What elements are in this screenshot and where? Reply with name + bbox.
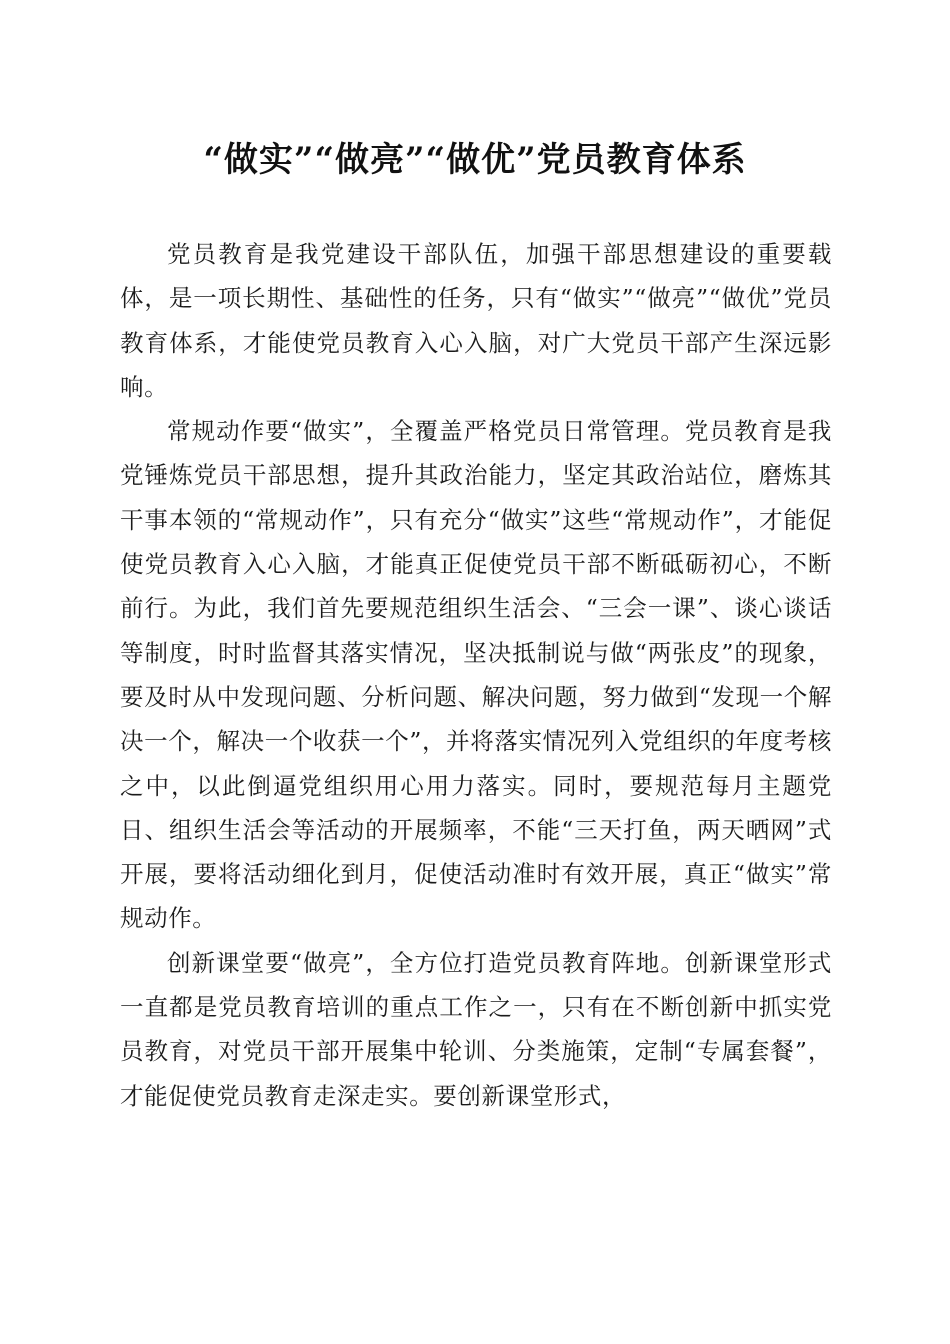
paragraph-routine-actions: 常规动作要“做实”，全覆盖严格党员日常管理。党员教育是我党锤炼党员干部思想，提升其政治能力，坚定其政治站位，磨炼其干事本领的“常规动作”，只有充分“做实”这些“常规动作”，才能促使党员教育入心入脑，才能真正促使党员干部不断砥砺初心，不断前行。为此，我们首先要规范组织生活会、“三会一课”、谈心谈话等制度，时时监督其落实情况，坚决抵制说与做“两张皮”的现象，要及时从中发现问题、分析问题、解决问题，努力做到“发现一个解决一个，解决一个收获一个”，并将落实情况列入党组织的年度考核之中，以此倒逼党组织用心用力落实。同时，要规范每月主题党日、组织生活会等活动的开展频率，不能“三天打鱼，两天晒网”式开展，要将活动细化到月，促使活动准时有效开展，真正“做实”常规动作。	[120, 417, 832, 933]
document-body	[120, 232, 832, 1118]
paragraph-innovative-classroom: 创新课堂要“做亮”，全方位打造党员教育阵地。创新课堂形式一直都是党员教育培训的重点工作之一，只有在不断创新中抓实党员教育，对党员干部开展集中轮训、分类施策，定制“专属套餐”，才能促使党员教育走深走实。要创新课堂形式，	[120, 948, 832, 1110]
document-title: “做实”“做亮”“做优”党员教育体系	[203, 140, 747, 180]
paragraph-intro: 党员教育是我党建设干部队伍，加强干部思想建设的重要载体，是一项长期性、基础性的任务，只有“做实”“做亮”“做优”党员教育体系，才能使党员教育入心入脑，对广大党员干部产生深远影响。	[120, 240, 832, 401]
